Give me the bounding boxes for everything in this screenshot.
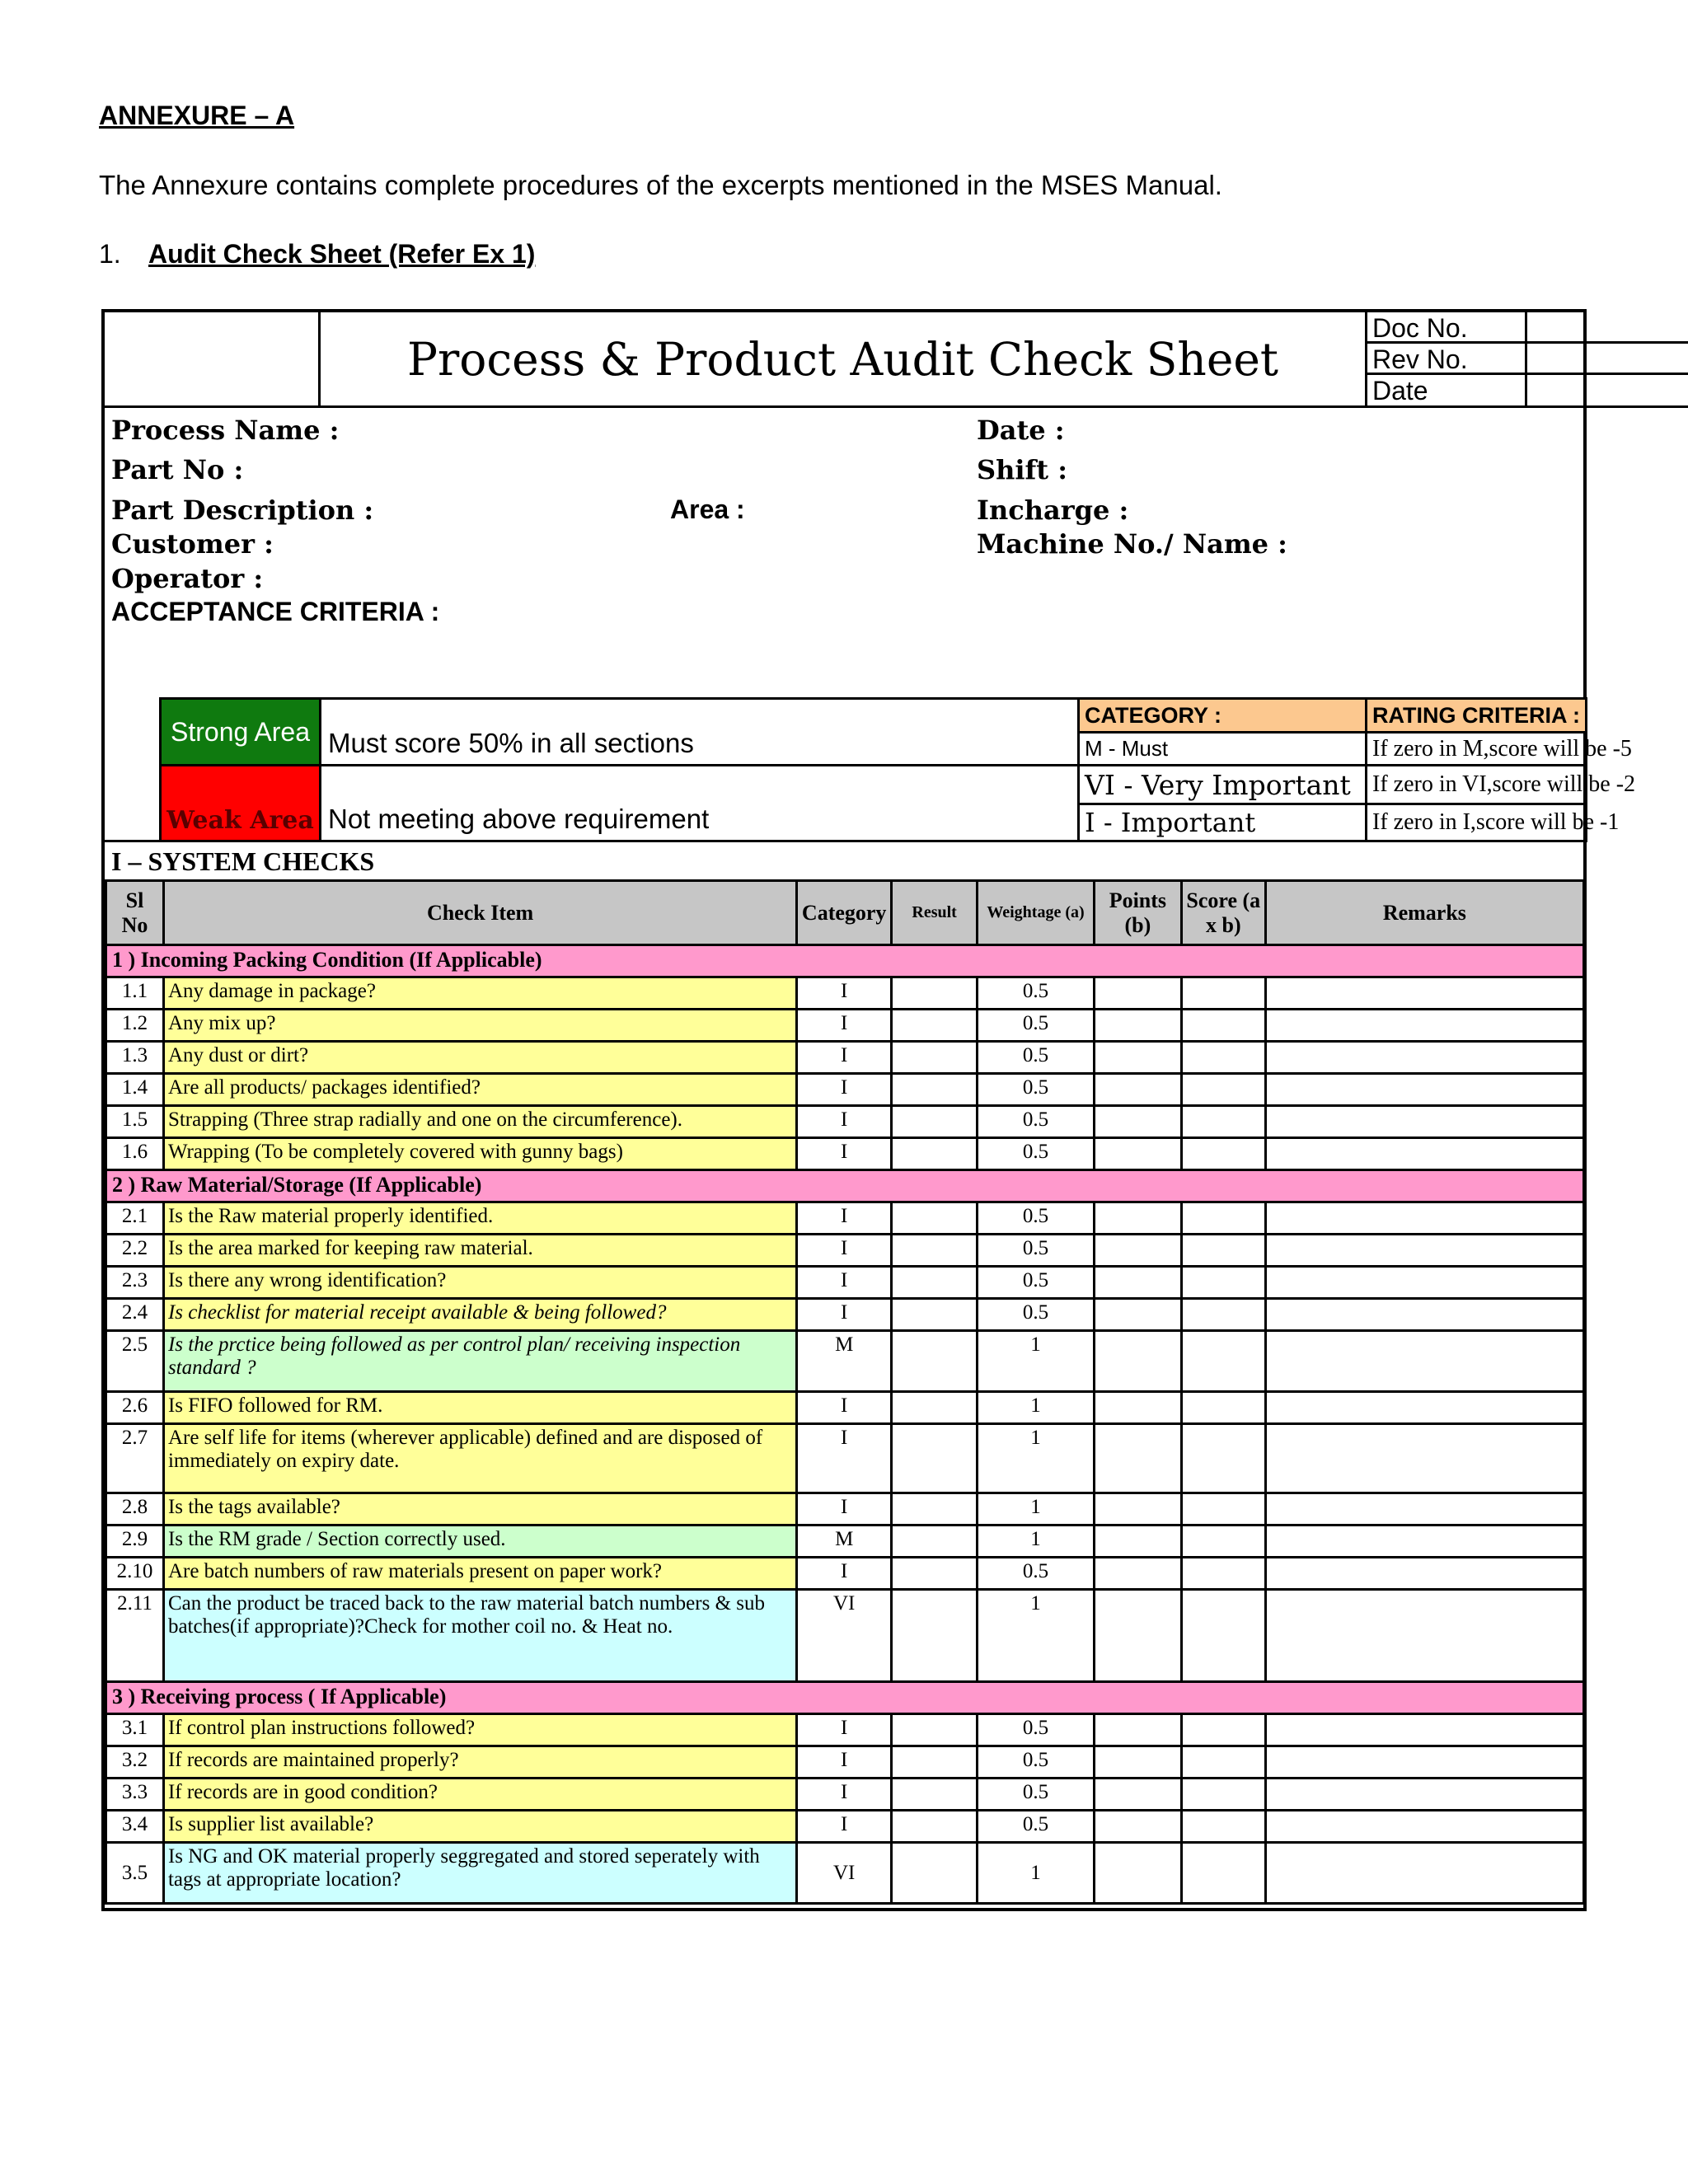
row-sl-no: 1.4 bbox=[106, 1074, 164, 1106]
row-score[interactable] bbox=[1181, 1331, 1265, 1392]
row-check-item: Is there any wrong identification? bbox=[163, 1267, 796, 1299]
col-points: Points (b) bbox=[1094, 881, 1181, 945]
row-score[interactable] bbox=[1181, 1202, 1265, 1235]
row-points[interactable] bbox=[1094, 1331, 1181, 1392]
part-no-field[interactable]: Part No : bbox=[111, 454, 244, 485]
row-score[interactable] bbox=[1181, 1010, 1265, 1042]
row-check-item: Are all products/ packages identified? bbox=[163, 1074, 796, 1106]
row-check-item: If control plan instructions followed? bbox=[163, 1714, 796, 1746]
col-check-item: Check Item bbox=[163, 881, 796, 945]
row-points[interactable] bbox=[1094, 1714, 1181, 1746]
row-remarks[interactable] bbox=[1265, 1714, 1583, 1746]
row-check-item: Are batch numbers of raw materials present on paper work? bbox=[163, 1558, 796, 1590]
row-score[interactable] bbox=[1181, 1590, 1265, 1682]
section-number: 1. bbox=[99, 239, 121, 269]
row-result[interactable] bbox=[892, 1042, 978, 1074]
row-remarks[interactable] bbox=[1265, 1331, 1583, 1392]
row-remarks[interactable] bbox=[1265, 1558, 1583, 1590]
row-remarks[interactable] bbox=[1265, 1042, 1583, 1074]
row-weightage: 0.5 bbox=[978, 1235, 1095, 1267]
row-sl-no: 2.8 bbox=[106, 1493, 164, 1526]
doc-no-label: Doc No. bbox=[1367, 312, 1527, 344]
row-category: M bbox=[797, 1526, 892, 1558]
row-score[interactable] bbox=[1181, 1392, 1265, 1424]
table-row bbox=[106, 1010, 1584, 1042]
row-score[interactable] bbox=[1181, 1714, 1265, 1746]
row-sl-no: 3.3 bbox=[106, 1779, 164, 1811]
row-points[interactable] bbox=[1094, 1106, 1181, 1138]
row-remarks[interactable] bbox=[1265, 1299, 1583, 1331]
row-result[interactable] bbox=[892, 1493, 978, 1526]
row-result[interactable] bbox=[892, 1267, 978, 1299]
row-check-item: Any dust or dirt? bbox=[163, 1042, 796, 1074]
row-remarks[interactable] bbox=[1265, 1106, 1583, 1138]
row-category: I bbox=[797, 1424, 892, 1493]
row-points[interactable] bbox=[1094, 1042, 1181, 1074]
logo-placeholder bbox=[105, 312, 321, 408]
row-check-item: If records are maintained properly? bbox=[163, 1746, 796, 1779]
customer-field[interactable]: Customer : bbox=[111, 528, 274, 560]
date-field[interactable]: Date : bbox=[977, 415, 1065, 446]
rating-i: If zero in I,score will be -1 bbox=[1365, 803, 1587, 842]
row-result[interactable] bbox=[892, 1010, 978, 1042]
row-remarks[interactable] bbox=[1265, 1392, 1583, 1424]
row-sl-no: 2.9 bbox=[106, 1526, 164, 1558]
table-row bbox=[106, 1779, 1584, 1811]
row-score[interactable] bbox=[1181, 1424, 1265, 1493]
row-category: I bbox=[797, 1106, 892, 1138]
table-row bbox=[106, 1331, 1584, 1392]
row-points[interactable] bbox=[1094, 1267, 1181, 1299]
operator-field[interactable]: Operator : bbox=[111, 563, 264, 594]
date-label: Date bbox=[1367, 375, 1527, 408]
row-points[interactable] bbox=[1094, 1811, 1181, 1843]
col-category: Category bbox=[797, 881, 892, 945]
checklist-table-wrapper bbox=[105, 879, 1585, 1908]
row-sl-no: 1.5 bbox=[106, 1106, 164, 1138]
category-header: CATEGORY : bbox=[1077, 697, 1367, 733]
table-row bbox=[106, 1267, 1584, 1299]
row-sl-no: 2.4 bbox=[106, 1299, 164, 1331]
row-points[interactable] bbox=[1094, 1424, 1181, 1493]
row-category: I bbox=[797, 1138, 892, 1170]
row-remarks[interactable] bbox=[1265, 1493, 1583, 1526]
row-check-item: If records are in good condition? bbox=[163, 1779, 796, 1811]
row-points[interactable] bbox=[1094, 1558, 1181, 1590]
row-result[interactable] bbox=[892, 1843, 978, 1904]
row-weightage: 1 bbox=[978, 1392, 1095, 1424]
row-result[interactable] bbox=[892, 1235, 978, 1267]
row-weightage: 0.5 bbox=[978, 1074, 1095, 1106]
part-description-field[interactable]: Part Description : bbox=[111, 494, 374, 526]
row-remarks[interactable] bbox=[1265, 1424, 1583, 1493]
table-row bbox=[106, 1843, 1584, 1904]
row-points[interactable] bbox=[1094, 1779, 1181, 1811]
row-category: I bbox=[797, 1392, 892, 1424]
row-sl-no: 2.5 bbox=[106, 1331, 164, 1392]
area-field[interactable]: Area : bbox=[670, 494, 745, 524]
table-row bbox=[106, 1299, 1584, 1331]
row-weightage: 0.5 bbox=[978, 1299, 1095, 1331]
row-sl-no: 1.6 bbox=[106, 1138, 164, 1170]
row-check-item: Any damage in package? bbox=[163, 977, 796, 1010]
row-check-item: Any mix up? bbox=[163, 1010, 796, 1042]
rating-m: If zero in M,score will be -5 bbox=[1365, 731, 1587, 766]
table-row bbox=[106, 1392, 1584, 1424]
row-remarks[interactable] bbox=[1265, 977, 1583, 1010]
row-check-item: Is FIFO followed for RM. bbox=[163, 1392, 796, 1424]
row-sl-no: 3.2 bbox=[106, 1746, 164, 1779]
row-result[interactable] bbox=[892, 1779, 978, 1811]
row-result[interactable] bbox=[892, 1746, 978, 1779]
table-row bbox=[106, 1590, 1584, 1682]
row-remarks[interactable] bbox=[1265, 1267, 1583, 1299]
date-value[interactable] bbox=[1527, 375, 1688, 408]
row-sl-no: 2.3 bbox=[106, 1267, 164, 1299]
row-weightage: 0.5 bbox=[978, 1202, 1095, 1235]
table-row bbox=[106, 1811, 1584, 1843]
row-sl-no: 1.3 bbox=[106, 1042, 164, 1074]
row-weightage: 0.5 bbox=[978, 1138, 1095, 1170]
row-result[interactable] bbox=[892, 1526, 978, 1558]
row-result[interactable] bbox=[892, 1714, 978, 1746]
row-result[interactable] bbox=[892, 1202, 978, 1235]
section-row bbox=[106, 1170, 1584, 1202]
row-category: I bbox=[797, 1235, 892, 1267]
row-result[interactable] bbox=[892, 1811, 978, 1843]
row-weightage: 0.5 bbox=[978, 1714, 1095, 1746]
row-weightage: 1 bbox=[978, 1493, 1095, 1526]
process-name-field[interactable]: Process Name : bbox=[111, 415, 340, 446]
row-weightage: 1 bbox=[978, 1843, 1095, 1904]
row-score[interactable] bbox=[1181, 1779, 1265, 1811]
row-check-item: Strapping (Three strap radially and one on the circumference). bbox=[163, 1106, 796, 1138]
row-weightage: 1 bbox=[978, 1590, 1095, 1682]
table-row bbox=[106, 1746, 1584, 1779]
row-sl-no: 2.2 bbox=[106, 1235, 164, 1267]
category-vi: VI - Very Important bbox=[1077, 764, 1367, 805]
table-row bbox=[106, 1074, 1584, 1106]
row-result[interactable] bbox=[892, 1138, 978, 1170]
row-weightage: 0.5 bbox=[978, 1746, 1095, 1779]
shift-field[interactable]: Shift : bbox=[977, 454, 1068, 485]
row-score[interactable] bbox=[1181, 1235, 1265, 1267]
weak-area-swatch: Weak Area bbox=[159, 764, 321, 842]
row-category: VI bbox=[797, 1590, 892, 1682]
row-remarks[interactable] bbox=[1265, 1010, 1583, 1042]
rating-criteria-header: RATING CRITERIA : bbox=[1365, 697, 1587, 733]
weak-area-text: Not meeting above requirement bbox=[319, 764, 1080, 842]
row-remarks[interactable] bbox=[1265, 1138, 1583, 1170]
machine-field[interactable]: Machine No./ Name : bbox=[977, 528, 1287, 560]
section-title: 2 ) Raw Material/Storage (If Applicable) bbox=[106, 1170, 1584, 1202]
row-points[interactable] bbox=[1094, 1526, 1181, 1558]
row-remarks[interactable] bbox=[1265, 1526, 1583, 1558]
row-check-item: Is NG and OK material properly seggregated and stored seperately with tags at appropriate location? bbox=[163, 1843, 796, 1904]
table-row bbox=[106, 1042, 1584, 1074]
row-score[interactable] bbox=[1181, 1493, 1265, 1526]
row-points[interactable] bbox=[1094, 1235, 1181, 1267]
table-row bbox=[106, 1493, 1584, 1526]
acceptance-criteria-label: ACCEPTANCE CRITERIA : bbox=[111, 597, 440, 626]
row-category: I bbox=[797, 1811, 892, 1843]
row-weightage: 1 bbox=[978, 1526, 1095, 1558]
row-category: I bbox=[797, 1558, 892, 1590]
category-i: I - Important bbox=[1077, 803, 1367, 842]
row-score[interactable] bbox=[1181, 1843, 1265, 1904]
row-score[interactable] bbox=[1181, 1106, 1265, 1138]
row-points[interactable] bbox=[1094, 1138, 1181, 1170]
row-weightage: 0.5 bbox=[978, 1779, 1095, 1811]
intro-text: The Annexure contains complete procedures of the excerpts mentioned in the MSES Manual. bbox=[99, 170, 1222, 200]
row-remarks[interactable] bbox=[1265, 1779, 1583, 1811]
row-points[interactable] bbox=[1094, 1074, 1181, 1106]
row-check-item: Wrapping (To be completely covered with gunny bags) bbox=[163, 1138, 796, 1170]
row-weightage: 1 bbox=[978, 1424, 1095, 1493]
row-sl-no: 2.10 bbox=[106, 1558, 164, 1590]
table-row bbox=[106, 977, 1584, 1010]
rev-no-value[interactable] bbox=[1527, 344, 1688, 375]
row-category: I bbox=[797, 1042, 892, 1074]
doc-no-value[interactable] bbox=[1527, 312, 1688, 344]
row-remarks[interactable] bbox=[1265, 1074, 1583, 1106]
row-category: I bbox=[797, 1299, 892, 1331]
row-weightage: 0.5 bbox=[978, 1010, 1095, 1042]
col-sl-no: Sl No bbox=[106, 881, 164, 945]
row-result[interactable] bbox=[892, 1392, 978, 1424]
section-title: 3 ) Receiving process ( If Applicable) bbox=[106, 1682, 1584, 1714]
incharge-field[interactable]: Incharge : bbox=[977, 494, 1129, 526]
row-category: I bbox=[797, 1010, 892, 1042]
row-weightage: 0.5 bbox=[978, 1042, 1095, 1074]
row-sl-no: 1.2 bbox=[106, 1010, 164, 1042]
col-remarks: Remarks bbox=[1265, 881, 1583, 945]
row-category: I bbox=[797, 1746, 892, 1779]
strong-area-text: Must score 50% in all sections bbox=[319, 697, 1080, 766]
table-row bbox=[106, 1714, 1584, 1746]
row-score[interactable] bbox=[1181, 1138, 1265, 1170]
section-row bbox=[106, 945, 1584, 977]
row-category: VI bbox=[797, 1843, 892, 1904]
row-sl-no: 2.6 bbox=[106, 1392, 164, 1424]
row-result[interactable] bbox=[892, 1331, 978, 1392]
row-score[interactable] bbox=[1181, 1746, 1265, 1779]
row-sl-no: 2.1 bbox=[106, 1202, 164, 1235]
row-check-item: Is the area marked for keeping raw material. bbox=[163, 1235, 796, 1267]
row-weightage: 0.5 bbox=[978, 977, 1095, 1010]
audit-check-sheet bbox=[101, 309, 1636, 1911]
row-weightage: 0.5 bbox=[978, 1811, 1095, 1843]
row-sl-no: 2.11 bbox=[106, 1590, 164, 1682]
row-sl-no: 1.1 bbox=[106, 977, 164, 1010]
row-score[interactable] bbox=[1181, 1074, 1265, 1106]
row-score[interactable] bbox=[1181, 1558, 1265, 1590]
row-result[interactable] bbox=[892, 1590, 978, 1682]
table-row bbox=[106, 1202, 1584, 1235]
system-checks-title: I – SYSTEM CHECKS bbox=[105, 840, 1585, 878]
row-category: I bbox=[797, 1714, 892, 1746]
row-check-item: Is the prctice being followed as per control plan/ receiving inspection standard ? bbox=[163, 1331, 796, 1392]
row-weightage: 0.5 bbox=[978, 1267, 1095, 1299]
row-check-item: Are self life for items (wherever applicable) defined and are disposed of immediately on expiry date. bbox=[163, 1424, 796, 1493]
table-row bbox=[106, 1558, 1584, 1590]
row-remarks[interactable] bbox=[1265, 1202, 1583, 1235]
row-sl-no: 3.1 bbox=[106, 1714, 164, 1746]
rev-no-label: Rev No. bbox=[1367, 344, 1527, 375]
row-result[interactable] bbox=[892, 977, 978, 1010]
row-category: I bbox=[797, 1202, 892, 1235]
table-row bbox=[106, 1106, 1584, 1138]
row-sl-no: 3.5 bbox=[106, 1843, 164, 1904]
row-points[interactable] bbox=[1094, 1299, 1181, 1331]
row-check-item: Is supplier list available? bbox=[163, 1811, 796, 1843]
row-points[interactable] bbox=[1094, 1202, 1181, 1235]
section-row bbox=[106, 1682, 1584, 1714]
strong-area-swatch: Strong Area bbox=[159, 697, 321, 766]
row-remarks[interactable] bbox=[1265, 1235, 1583, 1267]
row-check-item: Is checklist for material receipt available & being followed? bbox=[163, 1299, 796, 1331]
row-sl-no: 3.4 bbox=[106, 1811, 164, 1843]
row-points[interactable] bbox=[1094, 1746, 1181, 1779]
row-remarks[interactable] bbox=[1265, 1811, 1583, 1843]
row-weightage: 1 bbox=[978, 1331, 1095, 1392]
row-points[interactable] bbox=[1094, 1010, 1181, 1042]
rating-vi: If zero in VI,score will be -2 bbox=[1365, 764, 1587, 805]
row-points[interactable] bbox=[1094, 1590, 1181, 1682]
row-category: I bbox=[797, 1779, 892, 1811]
row-score[interactable] bbox=[1181, 1299, 1265, 1331]
section-title: Audit Check Sheet (Refer Ex 1) bbox=[148, 239, 536, 269]
row-score[interactable] bbox=[1181, 1811, 1265, 1843]
row-score[interactable] bbox=[1181, 977, 1265, 1010]
row-points[interactable] bbox=[1094, 1843, 1181, 1904]
row-category: M bbox=[797, 1331, 892, 1392]
row-remarks[interactable] bbox=[1265, 1590, 1583, 1682]
row-check-item: Is the tags available? bbox=[163, 1493, 796, 1526]
row-score[interactable] bbox=[1181, 1042, 1265, 1074]
sheet-title: Process & Product Audit Check Sheet bbox=[321, 312, 1367, 408]
row-result[interactable] bbox=[892, 1074, 978, 1106]
row-points[interactable] bbox=[1094, 1493, 1181, 1526]
row-category: I bbox=[797, 977, 892, 1010]
row-weightage: 0.5 bbox=[978, 1558, 1095, 1590]
table-row bbox=[106, 1138, 1584, 1170]
section-title: 1 ) Incoming Packing Condition (If Applicable) bbox=[106, 945, 1584, 977]
row-result[interactable] bbox=[892, 1558, 978, 1590]
checklist-table bbox=[105, 879, 1585, 1905]
col-result: Result bbox=[892, 881, 978, 945]
row-score[interactable] bbox=[1181, 1267, 1265, 1299]
row-check-item: Is the RM grade / Section correctly used. bbox=[163, 1526, 796, 1558]
row-points[interactable] bbox=[1094, 977, 1181, 1010]
row-result[interactable] bbox=[892, 1424, 978, 1493]
row-result[interactable] bbox=[892, 1106, 978, 1138]
category-m: M - Must bbox=[1077, 731, 1367, 766]
row-score[interactable] bbox=[1181, 1526, 1265, 1558]
annexure-title: ANNEXURE – A bbox=[99, 101, 295, 130]
table-header-row bbox=[106, 881, 1584, 945]
row-result[interactable] bbox=[892, 1299, 978, 1331]
table-row bbox=[106, 1235, 1584, 1267]
table-row bbox=[106, 1526, 1584, 1558]
row-remarks[interactable] bbox=[1265, 1843, 1583, 1904]
row-check-item: Is the Raw material properly identified. bbox=[163, 1202, 796, 1235]
table-row bbox=[106, 1424, 1584, 1493]
row-remarks[interactable] bbox=[1265, 1746, 1583, 1779]
row-category: I bbox=[797, 1074, 892, 1106]
row-check-item: Can the product be traced back to the raw material batch numbers & sub batches(if appropriate)?Check for mother coil no. & Heat no. bbox=[163, 1590, 796, 1682]
row-sl-no: 2.7 bbox=[106, 1424, 164, 1493]
row-weightage: 0.5 bbox=[978, 1106, 1095, 1138]
row-points[interactable] bbox=[1094, 1392, 1181, 1424]
col-score: Score (a x b) bbox=[1181, 881, 1265, 945]
row-category: I bbox=[797, 1493, 892, 1526]
section-heading bbox=[99, 239, 535, 269]
col-weightage: Weightage (a) bbox=[978, 881, 1095, 945]
row-category: I bbox=[797, 1267, 892, 1299]
